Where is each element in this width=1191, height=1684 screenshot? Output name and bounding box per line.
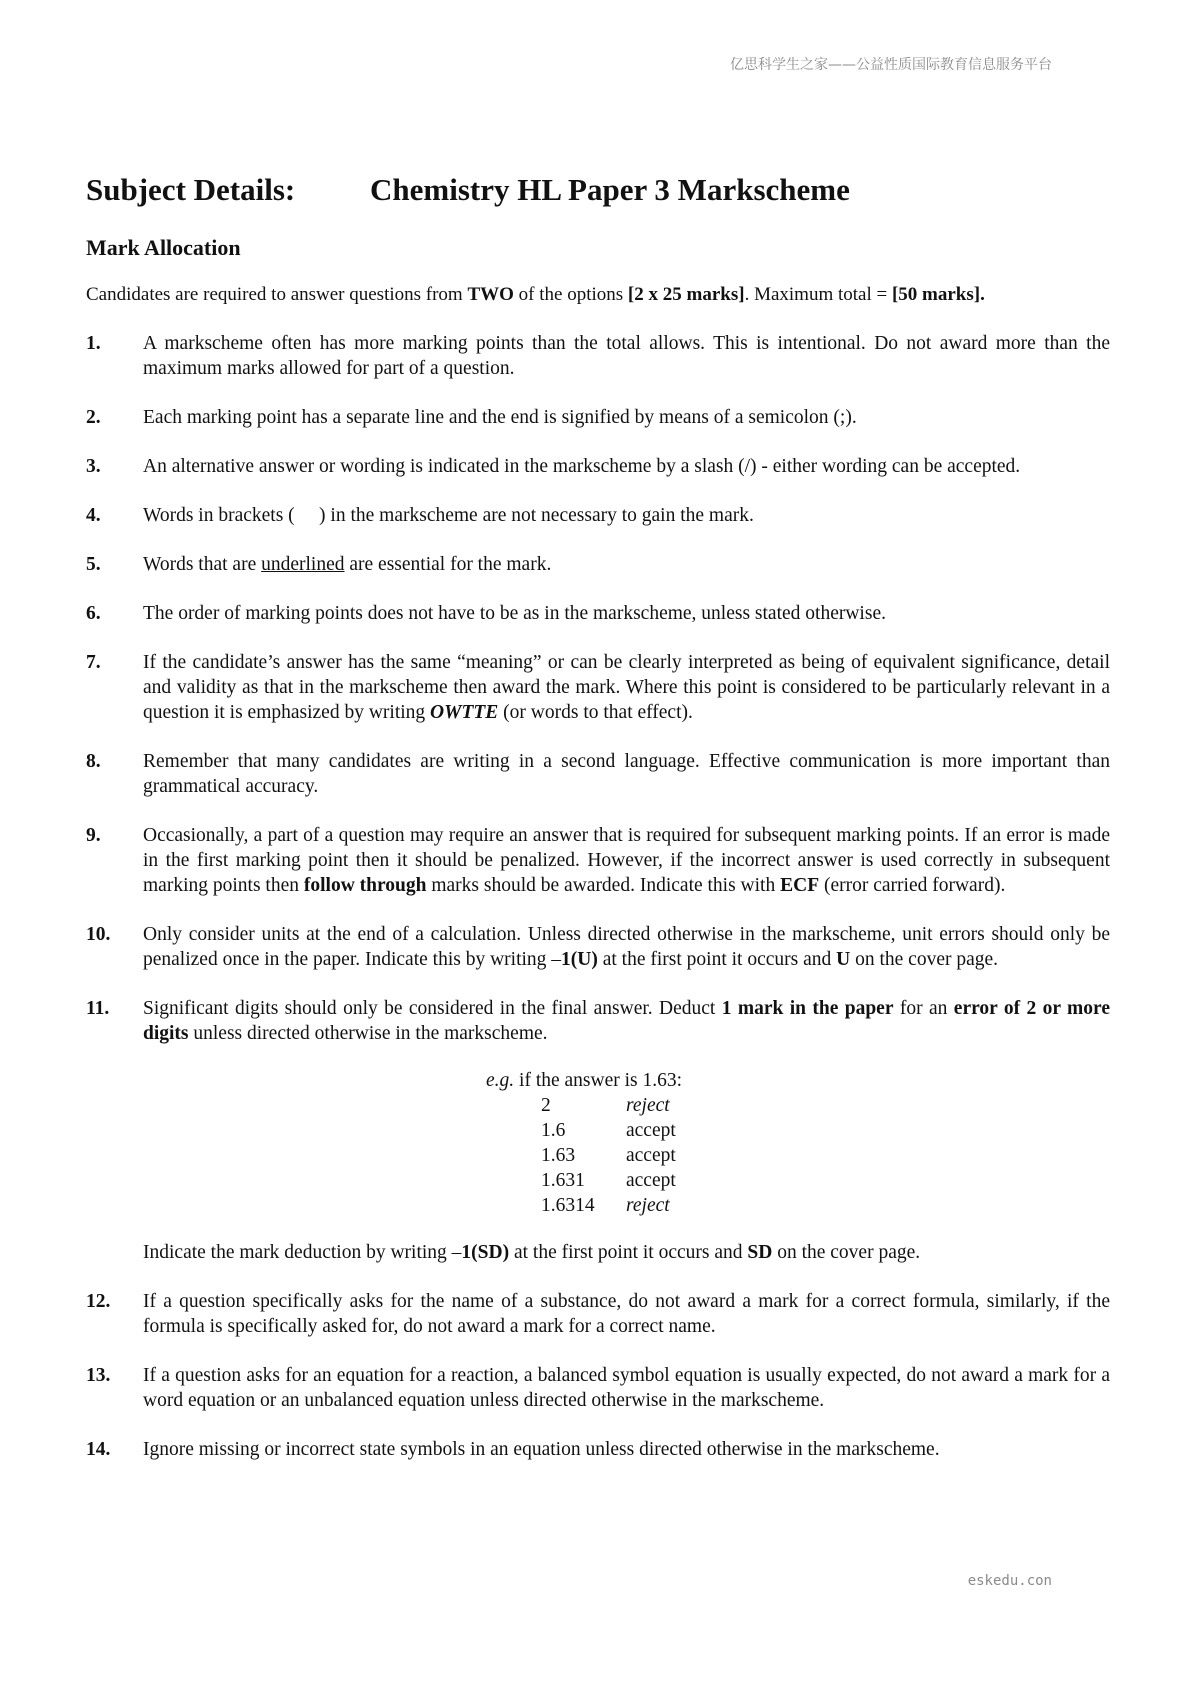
item-text-part: Significant digits should only be considered in the final answer. Deduct xyxy=(143,998,722,1019)
list-item xyxy=(86,1363,1110,1413)
subject-title: Chemistry HL Paper 3 Markscheme xyxy=(370,172,850,207)
item-text-part: If the candidate’s answer has the same “meaning” or can be clearly interpreted as being of equivalent significance, detail and validity as that in the markscheme then award the mark. Where this point is considered to be particularly relevant in a question it is emphasized by writing xyxy=(143,652,1110,723)
bold-term: follow through xyxy=(303,875,427,896)
example-verdict: accept xyxy=(626,1145,676,1166)
item-text: A markscheme often has more marking points than the total allows. This is intentional. Do not award more than the maximum marks allowed for part of a question. xyxy=(143,333,1110,379)
item-text-part: Only consider units at the end of a calculation. Unless directed otherwise in the markscheme, unit errors should only be penalized once in the paper. Indicate this by writing – xyxy=(143,924,1110,970)
note-text: Indicate the mark deduction by writing – xyxy=(143,1242,462,1263)
item-text xyxy=(143,996,1110,1046)
underlined-word: underlined xyxy=(261,554,345,575)
item-text-part: Occasionally, a part of a question may require an answer that is required for subsequent marking points. If an error is made in the first marking point then it should be penalized. However, if the incorrect answer is used correctly in subsequent marking points then xyxy=(143,825,1110,896)
item-text-part: are essential for the mark. xyxy=(344,554,552,575)
item-text-part: Words that are xyxy=(143,554,262,575)
deduction-note xyxy=(143,1240,1110,1265)
bold-term: 1(SD) xyxy=(461,1242,510,1263)
list-item xyxy=(86,823,1110,898)
list-item xyxy=(86,996,1110,1046)
item-text-part: unless directed otherwise in the markscheme. xyxy=(188,1023,548,1044)
example-heading xyxy=(86,1068,1110,1093)
list-item xyxy=(86,405,1110,430)
example-row xyxy=(86,1093,1110,1118)
note-text: on the cover page. xyxy=(772,1242,921,1263)
note-text: at the first point it occurs and xyxy=(509,1242,748,1263)
footer-watermark: eskedu.con xyxy=(967,1573,1052,1589)
list-item xyxy=(86,601,1110,626)
owtte-term: OWTTE xyxy=(430,702,499,723)
bold-term: SD xyxy=(747,1242,773,1263)
list-item xyxy=(86,1437,1110,1462)
item-text: An alternative answer or wording is indicated in the markscheme by a slash (/) - either wording can be accepted. xyxy=(143,456,1021,477)
section-title: Mark Allocation xyxy=(86,235,241,260)
markscheme-page xyxy=(86,168,1110,1462)
item-text: Each marking point has a separate line and the end is signified by means of a semicolon (;). xyxy=(143,407,857,428)
subject-details xyxy=(86,168,1110,212)
list-item xyxy=(86,331,1110,381)
item-number: 1. xyxy=(86,333,101,354)
example-value: 1.63 xyxy=(541,1145,576,1166)
item-text-part: on the cover page. xyxy=(850,949,999,970)
example-row xyxy=(86,1168,1110,1193)
intro-text: . Maximum total = xyxy=(744,284,892,305)
item-text: If a question specifically asks for the name of a substance, do not award a mark for a correct formula, similarly, if the formula is specifically asked for, do not award a mark for a correct name. xyxy=(143,1291,1110,1337)
list-item xyxy=(86,922,1110,972)
item-number: 9. xyxy=(86,825,101,846)
item-text xyxy=(143,650,1110,725)
bold-term: 1(U) xyxy=(561,949,598,970)
item-number: 7. xyxy=(86,652,101,673)
example-value: 2 xyxy=(541,1095,551,1116)
item-text: The order of marking points does not have to be as in the markscheme, unless stated otherwise. xyxy=(143,603,886,624)
intro-paragraph xyxy=(86,282,1110,307)
list-item xyxy=(86,552,1110,577)
intro-text: of the options xyxy=(513,284,628,305)
intro-bold: [2 x 25 marks] xyxy=(627,284,745,305)
item-text-part: (error carried forward). xyxy=(819,875,1006,896)
bold-term: error of 2 or more digits xyxy=(143,998,1110,1044)
item-number: 14. xyxy=(86,1439,111,1460)
item-number: 8. xyxy=(86,751,101,772)
item-number: 2. xyxy=(86,407,101,428)
example-verdict: reject xyxy=(626,1195,670,1216)
eg-abbrev: e.g. xyxy=(486,1070,515,1091)
example-row xyxy=(86,1193,1110,1218)
list-item xyxy=(86,650,1110,725)
item-text: Remember that many candidates are writing in a second language. Effective communication is more important than grammatical accuracy. xyxy=(143,751,1110,797)
item-number: 13. xyxy=(86,1365,111,1386)
list-item xyxy=(86,1289,1110,1339)
list-item xyxy=(86,503,1110,528)
significant-digits-example xyxy=(86,1068,1110,1218)
example-verdict: reject xyxy=(626,1095,670,1116)
bold-term: U xyxy=(836,949,851,970)
example-verdict: accept xyxy=(626,1120,676,1141)
item-text-part: at the first point it occurs and xyxy=(597,949,837,970)
item-number: 3. xyxy=(86,456,101,477)
item-text: Ignore missing or incorrect state symbols in an equation unless directed otherwise in the markscheme. xyxy=(143,1439,940,1460)
item-number: 11. xyxy=(86,998,110,1019)
item-number: 12. xyxy=(86,1291,111,1312)
item-text xyxy=(143,823,1110,898)
item-number: 6. xyxy=(86,603,101,624)
item-text-part: marks should be awarded. Indicate this with xyxy=(426,875,781,896)
item-text: If a question asks for an equation for a reaction, a balanced symbol equation is usually expected, do not award a mark for a word equation or an unbalanced equation unless directed otherwise in the markscheme. xyxy=(143,1365,1110,1411)
item-number: 4. xyxy=(86,505,101,526)
item-text xyxy=(143,552,1110,577)
example-value: 1.631 xyxy=(541,1170,585,1191)
item-text-part: for an xyxy=(893,998,954,1019)
item-text xyxy=(143,922,1110,972)
example-heading-text: if the answer is 1.63: xyxy=(514,1070,683,1091)
example-value: 1.6314 xyxy=(541,1195,595,1216)
intro-bold: [50 marks]. xyxy=(891,284,985,305)
intro-text: Candidates are required to answer questions from xyxy=(86,284,468,305)
bold-term: 1 mark in the paper xyxy=(721,998,894,1019)
subject-label: Subject Details: xyxy=(86,172,296,207)
example-row xyxy=(86,1118,1110,1143)
bold-term: ECF xyxy=(780,875,820,896)
intro-bold: TWO xyxy=(467,284,514,305)
header-watermark: 亿思科学生之家——公益性质国际教育信息服务平台 xyxy=(730,57,1052,73)
item-text-part: (or words to that effect). xyxy=(498,702,693,723)
item-number: 10. xyxy=(86,924,111,945)
list-item xyxy=(86,454,1110,479)
example-verdict: accept xyxy=(626,1170,676,1191)
example-row xyxy=(86,1143,1110,1168)
list-item xyxy=(86,749,1110,799)
item-text: Words in brackets ( ) in the markscheme are not necessary to gain the mark. xyxy=(143,505,754,526)
item-number: 5. xyxy=(86,554,101,575)
example-value: 1.6 xyxy=(541,1120,566,1141)
